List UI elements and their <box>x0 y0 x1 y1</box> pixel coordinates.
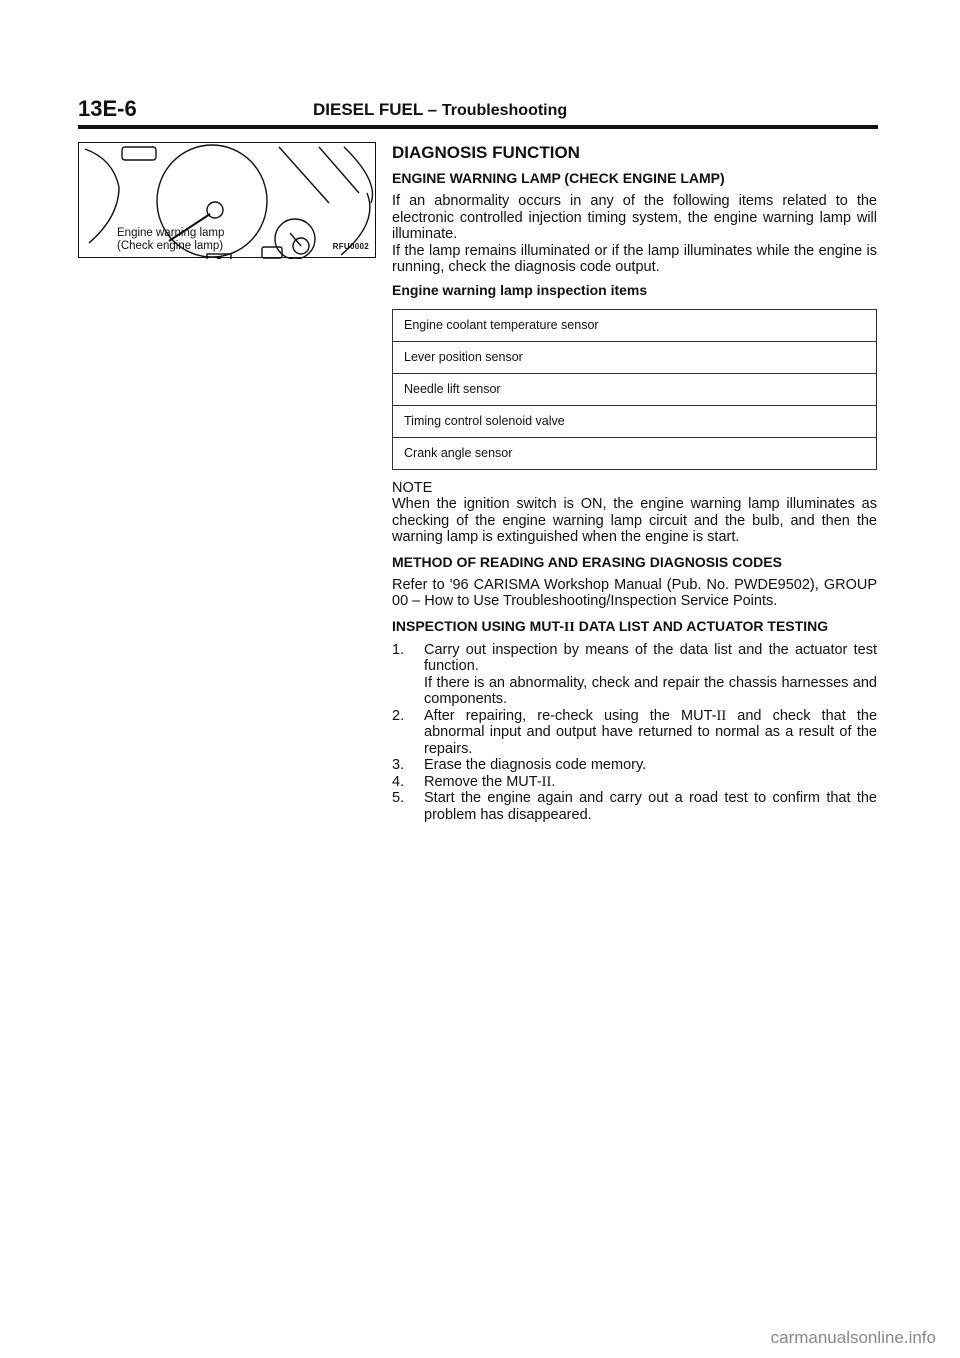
list-item <box>392 774 877 791</box>
table-cell: Timing control solenoid valve <box>393 405 877 437</box>
step-text-b: . <box>551 773 556 790</box>
step-text-b: and check that the abnormal input and output have returned to normal as a result of the repairs. <box>424 707 878 757</box>
page-header <box>78 96 878 126</box>
table-cell: Engine coolant temperature sensor <box>393 309 877 341</box>
inspection-heading-b: DATA LIST AND ACTUATOR TESTING <box>574 617 829 634</box>
table-row <box>393 405 877 437</box>
header-rule <box>78 125 878 129</box>
section-title <box>313 100 567 120</box>
step-text-2: If there is an abnormality, check and repair the chassis harnesses and components. <box>424 674 877 707</box>
list-item <box>392 708 877 758</box>
table-row <box>393 341 877 373</box>
step-text: Erase the diagnosis code memory. <box>424 757 647 773</box>
step-number: 4. <box>392 773 405 790</box>
caption-line-1: Engine warning lamp <box>117 227 225 239</box>
inspection-heading <box>392 618 877 636</box>
method-text: Refer to '96 CARISMA Workshop Manual (Pub. No. PWDE9502), GROUP 00 – How to Use Troubleshooting/Inspection Service Points. <box>392 576 877 609</box>
step-text-ii: II <box>716 707 727 724</box>
step-number: 1. <box>392 641 405 658</box>
inspection-items-table <box>392 309 877 470</box>
table-cell: Lever position sensor <box>393 341 877 373</box>
section-name: DIESEL FUEL <box>313 100 423 119</box>
title-separator: – <box>427 100 438 119</box>
caption-line-2: (Check engine lamp) <box>117 240 224 252</box>
list-item <box>392 757 877 774</box>
figure-caption <box>117 227 224 253</box>
list-item <box>392 790 877 823</box>
lamp-paragraph-2: If the lamp remains illuminated or if the lamp illuminates while the engine is running, check the diagnosis code output. <box>392 242 877 275</box>
table-cell: Crank angle sensor <box>393 437 877 469</box>
diagnosis-function-heading: DIAGNOSIS FUNCTION <box>392 143 580 162</box>
step-number: 2. <box>392 707 405 724</box>
lamp-paragraph-1: If an abnormality occurs in any of the following items related to the electronic controlled injection timing system, the engine warning lamp will illuminate. <box>392 193 877 242</box>
step-number: 5. <box>392 790 405 806</box>
note-label: NOTE <box>392 479 433 496</box>
inspection-heading-a: INSPECTION USING MUT- <box>392 617 564 634</box>
step-number: 3. <box>392 757 405 773</box>
list-item <box>392 642 877 708</box>
subsection-name: Troubleshooting <box>441 102 568 119</box>
main-column <box>392 142 877 823</box>
inspection-heading-ii: II <box>563 619 575 635</box>
engine-warning-lamp-heading: ENGINE WARNING LAMP (CHECK ENGINE LAMP) <box>392 170 725 186</box>
inspection-steps <box>392 642 877 824</box>
note-text: When the ignition switch is ON, the engine warning lamp illuminates as checking of the engine warning lamp circuit and the bulb, and then the warning lamp is extinguished when the engine is start. <box>392 496 877 545</box>
step-text-a: After repairing, re-check using the MUT- <box>424 707 717 724</box>
table-cell: Needle lift sensor <box>393 373 877 405</box>
table-row <box>393 373 877 405</box>
instrument-cluster-figure <box>78 142 376 258</box>
page-number: 13E-6 <box>78 96 137 121</box>
step-text-ii: II <box>541 773 552 790</box>
step-text: Start the engine again and carry out a road test to confirm that the problem has disappeared. <box>424 790 877 823</box>
step-text-a: Remove the MUT- <box>424 773 542 790</box>
inspection-items-heading: Engine warning lamp inspection items <box>392 281 648 298</box>
table-row <box>393 309 877 341</box>
step-text: Carry out inspection by means of the data list and the actuator test function. <box>424 641 877 674</box>
table-row <box>393 437 877 469</box>
watermark: carmanualsonline.info <box>770 1328 936 1347</box>
figure-code: RFU0002 <box>332 242 369 251</box>
method-heading: METHOD OF READING AND ERASING DIAGNOSIS CODES <box>392 553 782 570</box>
